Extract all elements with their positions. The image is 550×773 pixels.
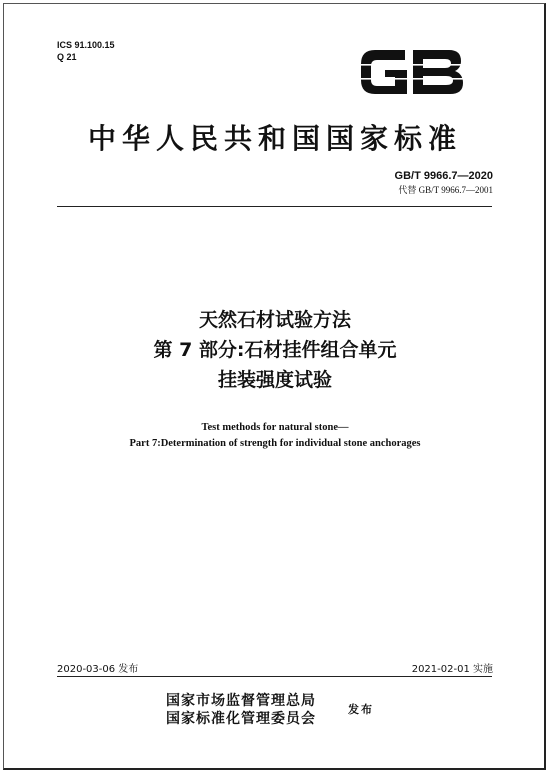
org-name: 中华人民共和国国家标准 — [87, 122, 462, 155]
logo-letter-b — [413, 50, 463, 94]
ics-code: ICS 91.100.15 — [57, 40, 115, 50]
standard-number: GB/T 9966.7—2020 — [394, 170, 493, 182]
title-chinese — [0, 305, 550, 395]
implement-date: 2021-02-01 实施 — [411, 664, 493, 675]
title-cn-line: 第 7 部分:石材挂件组合单元 — [153, 339, 397, 361]
title-english — [0, 420, 550, 452]
header-divider — [57, 206, 492, 207]
title-en-line: Test methods for natural stone— — [201, 422, 349, 433]
footer-divider — [57, 676, 492, 677]
issue-date: 2020-03-06 发布 — [57, 664, 139, 675]
ccs-code: Q 21 — [57, 52, 77, 62]
gb-logo — [357, 44, 467, 100]
issuing-authorities — [166, 692, 316, 728]
title-cn-line: 天然石材试验方法 — [198, 309, 351, 331]
replaces-note: 代替 GB/T 9966.7—2001 — [398, 185, 493, 195]
logo-stripe — [357, 78, 467, 80]
ics-codes — [57, 39, 115, 63]
issuer: 国家市场监督管理总局 — [166, 693, 316, 709]
title-en-line: Part 7:Determination of strength for individual stone anchorages — [129, 438, 421, 449]
title-cn-line: 挂装强度试验 — [217, 369, 332, 391]
logo-letter-g — [361, 50, 407, 94]
logo-stripe — [357, 64, 467, 66]
publish-label: 发布 — [348, 703, 374, 716]
issuer: 国家标准化管理委员会 — [166, 711, 316, 727]
